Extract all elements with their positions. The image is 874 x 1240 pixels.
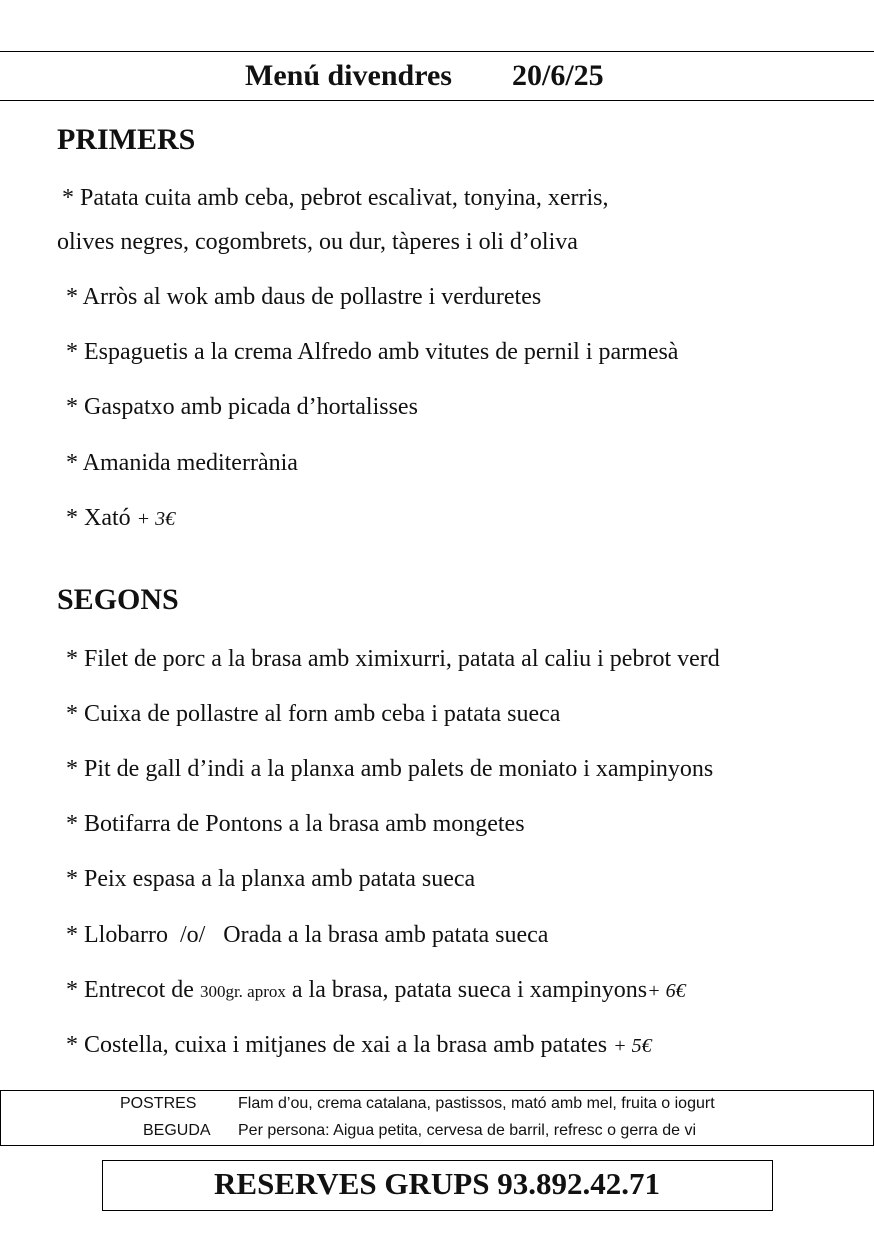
menu-date: 20/6/25 (512, 59, 604, 92)
item-text: * Costella, cuixa i mitjanes de xai a la brasa amb patates (66, 1032, 614, 1058)
weight-note: 300gr. aprox (199, 982, 286, 1001)
item-text: * Xató (66, 505, 131, 531)
reserves-phone: RESERVES GRUPS 93.892.42.71 (214, 1166, 660, 1201)
item-text: a la brasa, patata sueca i xampinyons (285, 977, 648, 1003)
primers-item: * Gaspatxo amb picada d’hortalisses (66, 394, 418, 420)
primers-item: * Arròs al wok amb daus de pollastre i verduretes (66, 284, 542, 310)
postres-text: Flam d’ou, crema catalana, pastissos, mató amb mel, fruita o iogurt (238, 1095, 715, 1112)
supplement-price: + 3€ (136, 508, 176, 530)
primers-item (66, 505, 175, 532)
beguda-label: BEGUDA (143, 1122, 211, 1139)
menu-title: Menú divendres (245, 59, 452, 92)
segons-item (66, 977, 686, 1004)
primers-item-continued: olives negres, cogombrets, ou dur, tàperes i oli d’oliva (57, 229, 578, 255)
supplement-price: + 6€ (647, 980, 686, 1002)
segons-item: * Llobarro /o/ Orada a la brasa amb patata sueca (66, 922, 549, 948)
postres-label: POSTRES (120, 1095, 197, 1112)
segons-item: * Botifarra de Pontons a la brasa amb mongetes (66, 811, 525, 837)
supplement-price: + 5€ (613, 1035, 652, 1057)
primers-item: * Espaguetis a la crema Alfredo amb vitutes de pernil i parmesà (66, 339, 679, 365)
segons-item: * Filet de porc a la brasa amb ximixurri, patata al caliu i pebrot verd (66, 646, 720, 672)
primers-item: * Amanida mediterrània (66, 450, 298, 476)
section-title-segons: SEGONS (57, 583, 179, 616)
item-text-prefix: * Entrecot de (66, 977, 200, 1003)
segons-item (66, 1032, 652, 1059)
primers-item: * Patata cuita amb ceba, pebrot escalivat, tonyina, xerris, (62, 185, 609, 211)
beguda-text: Per persona: Aigua petita, cervesa de barril, refresc o gerra de vi (238, 1122, 697, 1139)
section-title-primers: PRIMERS (57, 123, 196, 156)
segons-item: * Peix espasa a la planxa amb patata sueca (66, 866, 476, 892)
segons-item: * Cuixa de pollastre al forn amb ceba i patata sueca (66, 701, 561, 727)
segons-item: * Pit de gall d’indi a la planxa amb palets de moniato i xampinyons (66, 756, 714, 782)
